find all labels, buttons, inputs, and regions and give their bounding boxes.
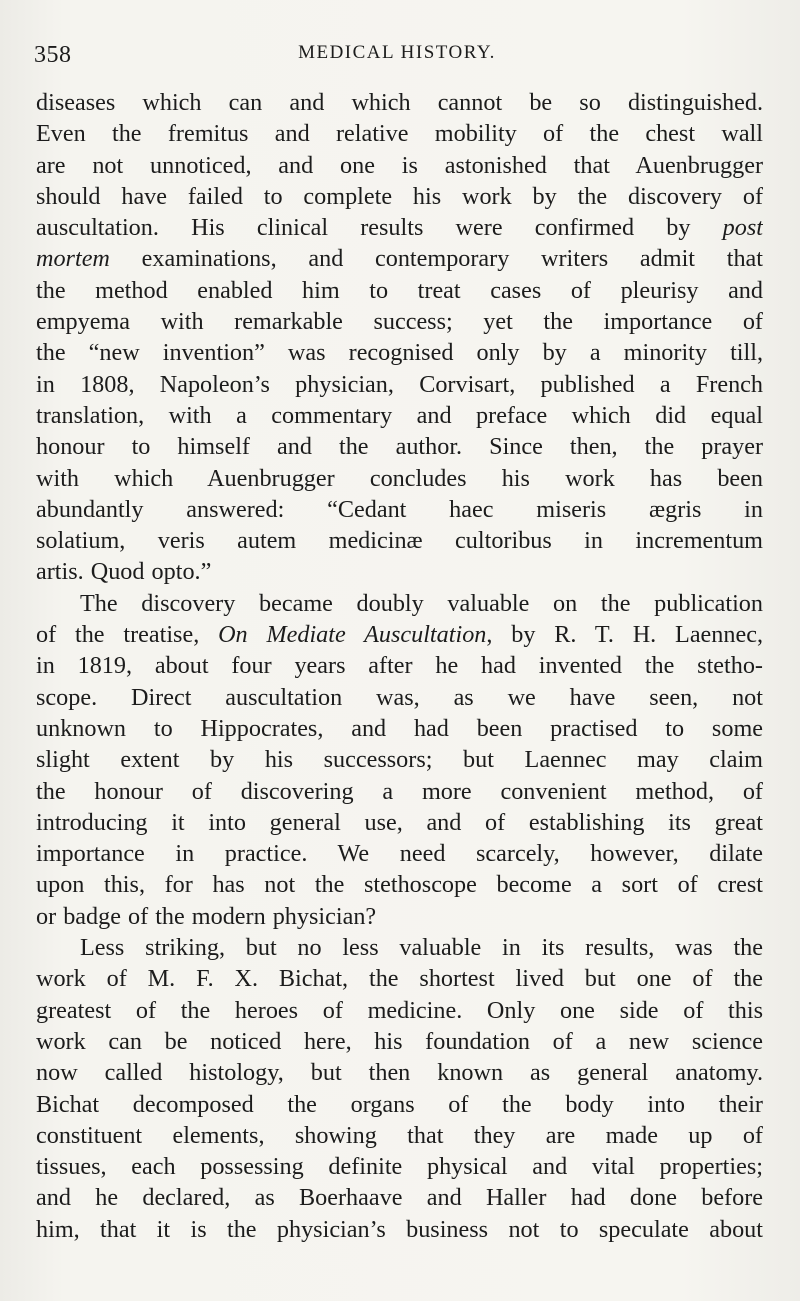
text-line: translation, with a commentary and preface which did equal bbox=[36, 401, 763, 429]
text-line: solatium, veris autem medicinæ cultoribus in incrementum bbox=[36, 527, 763, 555]
text-line: the honour of discovering a more convenient method, of bbox=[36, 777, 763, 805]
text-line: mortem examinations, and contemporary writers admit that bbox=[36, 245, 763, 273]
text-line: Bichat decomposed the organs of the body into their bbox=[36, 1090, 763, 1118]
text-line: in 1819, about four years after he had invented the stetho- bbox=[36, 652, 763, 680]
text-line: honour to himself and the author. Since then, the prayer bbox=[36, 433, 763, 461]
text-line: Even the fremitus and relative mobility of the chest wall bbox=[36, 120, 763, 148]
text-line: should have failed to complete his work by the discovery of bbox=[36, 182, 763, 210]
text-line: empyema with remarkable success; yet the importance of bbox=[36, 308, 763, 336]
text-line: of the treatise, On Mediate Auscultation, by R. T. H. Laennec, bbox=[36, 621, 763, 649]
text-line: the method enabled him to treat cases of pleurisy and bbox=[36, 276, 763, 304]
text-line: auscultation. His clinical results were confirmed by post bbox=[36, 214, 763, 242]
page-header bbox=[34, 36, 760, 76]
text-line: in 1808, Napoleon’s physician, Corvisart, published a French bbox=[36, 370, 763, 398]
paragraph-2 bbox=[36, 588, 763, 932]
text-line: work of M. F. X. Bichat, the shortest lived but one of the bbox=[36, 965, 763, 993]
text-line: Less striking, but no less valuable in its results, was the bbox=[80, 934, 763, 962]
text-line: with which Auenbrugger concludes his work has been bbox=[36, 464, 763, 492]
text-line: are not unnoticed, and one is astonished that Auenbrugger bbox=[36, 151, 763, 179]
text-line: importance in practice. We need scarcely, however, dilate bbox=[36, 840, 763, 868]
body-text bbox=[36, 87, 763, 1245]
text-line: diseases which can and which cannot be so distinguished. bbox=[36, 89, 763, 116]
text-line: the “new invention” was recognised only by a minority till, bbox=[36, 339, 763, 367]
text-line: work can be noticed here, his foundation of a new science bbox=[36, 1027, 763, 1055]
page-number: 358 bbox=[34, 42, 72, 68]
text-line: artis. Quod opto.” bbox=[36, 558, 212, 586]
text-line: unknown to Hippocrates, and had been practised to some bbox=[36, 714, 763, 742]
text-line: constituent elements, showing that they are made up of bbox=[36, 1121, 763, 1149]
paragraph-1 bbox=[36, 87, 763, 588]
text-line: The discovery became doubly valuable on the publication bbox=[80, 589, 763, 617]
text-line: slight extent by his successors; but Laennec may claim bbox=[36, 746, 763, 774]
text-line: and he declared, as Boerhaave and Haller had done before bbox=[36, 1184, 763, 1212]
paragraph-3 bbox=[36, 932, 763, 1245]
running-head: MEDICAL HISTORY. bbox=[298, 42, 496, 63]
text-line: or badge of the modern physician? bbox=[36, 902, 377, 930]
text-line: tissues, each possessing definite physical and vital properties; bbox=[36, 1153, 763, 1181]
text-line: abundantly answered: “Cedant haec miseris ægris in bbox=[36, 495, 763, 523]
text-line: introducing it into general use, and of establishing its great bbox=[36, 808, 763, 836]
text-line: upon this, for has not the stethoscope become a sort of crest bbox=[36, 871, 763, 899]
text-line: now called histology, but then known as general anatomy. bbox=[36, 1059, 763, 1087]
text-line: greatest of the heroes of medicine. Only one side of this bbox=[36, 996, 763, 1024]
text-line: him, that it is the physician’s business not to speculate about bbox=[36, 1215, 763, 1243]
text-line: scope. Direct auscultation was, as we have seen, not bbox=[36, 683, 763, 711]
